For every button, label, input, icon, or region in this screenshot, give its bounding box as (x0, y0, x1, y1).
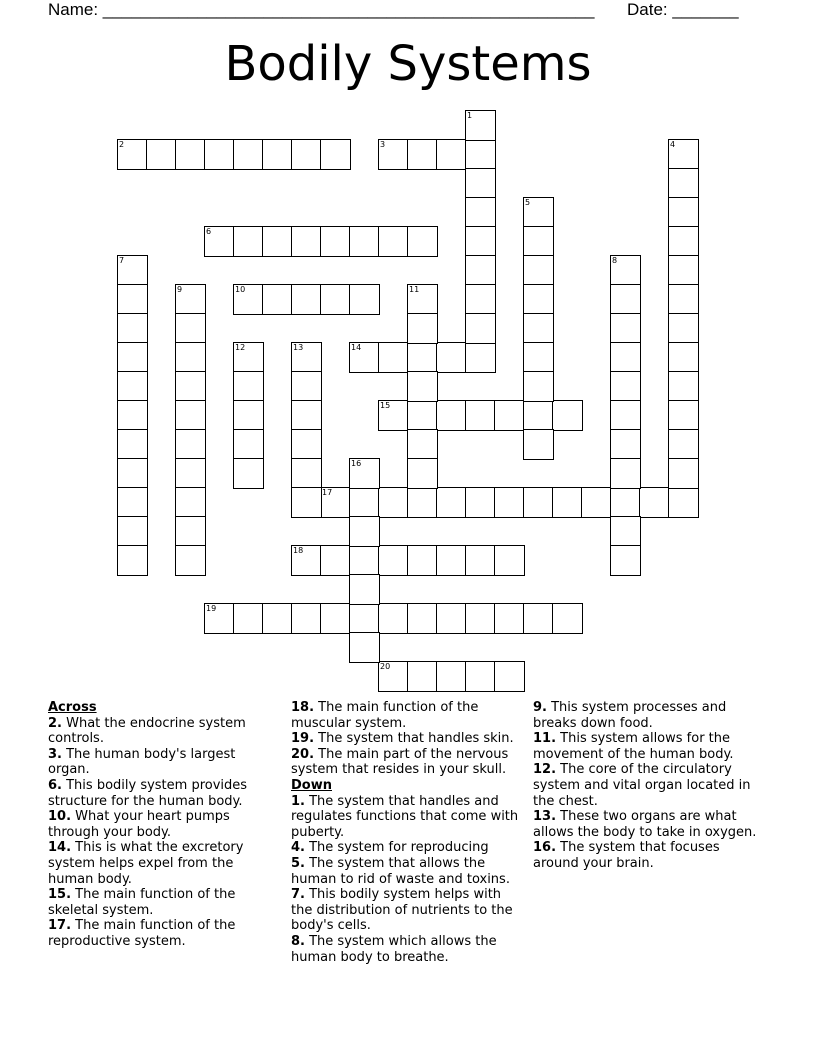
grid-cell[interactable] (349, 603, 380, 634)
grid-cell[interactable] (117, 313, 148, 344)
clue-number: 17. (48, 918, 72, 934)
grid-cell[interactable] (204, 139, 235, 170)
clue-number: 9. (533, 700, 547, 715)
across-clue (48, 716, 280, 747)
grid-cell[interactable] (233, 226, 264, 257)
grid-cell[interactable] (523, 313, 554, 344)
grid-cell[interactable] (291, 371, 322, 402)
cell-number: 17 (322, 488, 333, 497)
grid-cell[interactable] (465, 110, 496, 141)
grid-cell[interactable] (117, 487, 148, 518)
grid-cell[interactable] (117, 371, 148, 402)
grid-cell[interactable] (233, 603, 264, 634)
grid-cell[interactable] (349, 458, 380, 489)
grid-cell[interactable] (291, 487, 322, 518)
clue-number: 7. (291, 887, 305, 903)
clue-number: 15. (48, 887, 72, 903)
grid-cell[interactable] (204, 603, 235, 634)
down-clue (533, 840, 765, 871)
grid-cell[interactable] (494, 603, 525, 634)
grid-cell[interactable] (668, 139, 699, 170)
grid-cell[interactable] (639, 487, 670, 518)
grid-cell[interactable] (262, 284, 293, 315)
name-field[interactable]: Name: ____________________________________________________ (48, 0, 595, 19)
cell-number: 14 (351, 343, 362, 352)
grid-cell[interactable] (407, 429, 438, 460)
clue-text: The main function of the reproductive system. (48, 918, 236, 949)
cell-number: 19 (206, 604, 217, 613)
grid-cell[interactable] (349, 516, 380, 547)
grid-cell[interactable] (610, 342, 641, 373)
cell-number: 20 (380, 662, 391, 671)
clue-text: The main part of the nervous system that resides in your skull. (291, 746, 509, 778)
clue-text: What your heart pumps through your body. (48, 809, 230, 840)
grid-cell[interactable] (407, 661, 438, 692)
down-clue (533, 700, 765, 731)
grid-cell[interactable] (668, 487, 699, 518)
grid-cell[interactable] (552, 603, 583, 634)
grid-cell[interactable] (610, 313, 641, 344)
grid-cell[interactable] (407, 342, 438, 373)
cell-number: 5 (525, 198, 531, 207)
grid-cell[interactable] (117, 342, 148, 373)
grid-cell[interactable] (117, 255, 148, 286)
grid-cell[interactable] (320, 226, 351, 257)
grid-cell[interactable] (407, 313, 438, 344)
grid-cell[interactable] (233, 458, 264, 489)
grid-cell[interactable] (291, 284, 322, 315)
grid-cell[interactable] (291, 226, 322, 257)
down-clue (533, 731, 765, 762)
clue-text: These two organs are what allows the body to take in oxygen. (533, 809, 757, 840)
grid-cell[interactable] (146, 139, 177, 170)
cell-number: 3 (380, 140, 386, 149)
clue-text: The human body's largest organ. (48, 746, 236, 778)
grid-cell[interactable] (349, 487, 380, 518)
grid-cell[interactable] (581, 487, 612, 518)
grid-cell[interactable] (610, 400, 641, 431)
grid-cell[interactable] (465, 400, 496, 431)
grid-cell[interactable] (552, 487, 583, 518)
grid-cell[interactable] (465, 255, 496, 286)
grid-cell[interactable] (523, 429, 554, 460)
cell-number: 2 (119, 140, 125, 149)
grid-cell[interactable] (407, 139, 438, 170)
grid-cell[interactable] (407, 487, 438, 518)
grid-cell[interactable] (523, 487, 554, 518)
clue-number: 18. (291, 700, 315, 715)
grid-cell[interactable] (175, 400, 206, 431)
grid-cell[interactable] (668, 255, 699, 286)
grid-cell[interactable] (523, 342, 554, 373)
across-clue (291, 747, 523, 778)
grid-cell[interactable] (552, 400, 583, 431)
cell-number: 16 (351, 459, 362, 468)
grid-cell[interactable] (117, 545, 148, 576)
grid-cell[interactable] (175, 545, 206, 576)
clue-text: The main function of the muscular system. (291, 700, 479, 731)
grid-cell[interactable] (436, 400, 467, 431)
clue-text: This bodily system helps with the distribution of nutrients to the body's cells. (291, 887, 513, 934)
down-clue (291, 840, 523, 856)
grid-cell[interactable] (233, 342, 264, 373)
grid-cell[interactable] (610, 458, 641, 489)
grid-cell[interactable] (436, 342, 467, 373)
clues-column-2 (291, 700, 523, 965)
clue-text: The system for reproducing (304, 840, 489, 856)
clue-number: 5. (291, 855, 305, 871)
grid-cell[interactable] (407, 545, 438, 576)
grid-cell[interactable] (349, 284, 380, 315)
grid-cell[interactable] (291, 603, 322, 634)
grid-cell[interactable] (610, 284, 641, 315)
cell-number: 15 (380, 401, 391, 410)
clue-number: 11. (533, 731, 557, 747)
clue-number: 14. (48, 840, 72, 856)
cell-number: 10 (235, 285, 246, 294)
grid-cell[interactable] (668, 400, 699, 431)
grid-cell[interactable] (175, 284, 206, 315)
clue-number: 19. (291, 731, 315, 747)
grid-cell[interactable] (465, 487, 496, 518)
grid-cell[interactable] (262, 226, 293, 257)
grid-cell[interactable] (494, 661, 525, 692)
grid-cell[interactable] (668, 429, 699, 460)
grid-cell[interactable] (465, 661, 496, 692)
grid-cell[interactable] (523, 400, 554, 431)
grid-cell[interactable] (465, 284, 496, 315)
cell-number: 8 (612, 256, 618, 265)
grid-cell[interactable] (175, 429, 206, 460)
grid-cell[interactable] (117, 516, 148, 547)
cell-number: 12 (235, 343, 246, 352)
grid-cell[interactable] (610, 371, 641, 402)
down-clue (533, 809, 765, 840)
grid-cell[interactable] (378, 139, 409, 170)
grid-cell[interactable] (349, 545, 380, 576)
clue-number: 13. (533, 809, 557, 825)
cell-number: 18 (293, 546, 304, 555)
grid-cell[interactable] (291, 342, 322, 373)
grid-cell[interactable] (668, 197, 699, 228)
date-field[interactable]: Date: _______ (627, 0, 739, 19)
clue-text: This is what the excretory system helps expel from the human body. (48, 840, 244, 887)
grid-cell[interactable] (117, 458, 148, 489)
grid-cell[interactable] (233, 400, 264, 431)
grid-cell[interactable] (610, 545, 641, 576)
grid-cell[interactable] (668, 458, 699, 489)
grid-cell[interactable] (465, 197, 496, 228)
clue-number: 1. (291, 793, 305, 809)
cell-number: 6 (206, 227, 212, 236)
down-heading: Down (291, 777, 332, 793)
clue-number: 10. (48, 809, 72, 825)
grid-cell[interactable] (610, 429, 641, 460)
clue-number: 20. (291, 746, 315, 762)
clue-number: 8. (291, 933, 305, 949)
grid-cell[interactable] (523, 603, 554, 634)
clue-number: 6. (48, 777, 62, 793)
grid-cell[interactable] (233, 371, 264, 402)
grid-cell[interactable] (610, 487, 641, 518)
grid-cell[interactable] (117, 284, 148, 315)
clue-number: 2. (48, 715, 62, 731)
grid-cell[interactable] (378, 661, 409, 692)
grid-cell[interactable] (204, 226, 235, 257)
across-heading: Across (48, 700, 97, 715)
grid-cell[interactable] (291, 139, 322, 170)
across-clue (291, 700, 523, 731)
grid-cell[interactable] (523, 371, 554, 402)
grid-cell[interactable] (291, 545, 322, 576)
clue-text: The core of the circulatory system and vital organ located in the chest. (533, 762, 751, 809)
grid-cell[interactable] (465, 168, 496, 199)
grid-cell[interactable] (523, 197, 554, 228)
clue-text: This bodily system provides structure for the human body. (48, 777, 248, 809)
grid-cell[interactable] (465, 226, 496, 257)
grid-cell[interactable] (233, 429, 264, 460)
clue-number: 3. (48, 746, 62, 762)
grid-cell[interactable] (175, 342, 206, 373)
grid-cell[interactable] (349, 226, 380, 257)
cell-number: 13 (293, 343, 304, 352)
grid-cell[interactable] (320, 603, 351, 634)
clue-text: The system that allows the human to rid of waste and toxins. (291, 855, 510, 887)
grid-cell[interactable] (668, 168, 699, 199)
grid-cell[interactable] (436, 661, 467, 692)
clue-text: The main function of the skeletal system. (48, 887, 236, 918)
grid-cell[interactable] (175, 139, 206, 170)
clue-text: The system that focuses around your brain. (533, 840, 720, 871)
grid-cell[interactable] (407, 371, 438, 402)
grid-cell[interactable] (407, 284, 438, 315)
grid-cell[interactable] (407, 458, 438, 489)
grid-cell[interactable] (436, 603, 467, 634)
grid-cell[interactable] (610, 255, 641, 286)
grid-cell[interactable] (465, 545, 496, 576)
grid-cell[interactable] (407, 226, 438, 257)
grid-cell[interactable] (262, 603, 293, 634)
grid-cell[interactable] (407, 400, 438, 431)
cell-number: 4 (670, 140, 676, 149)
grid-cell[interactable] (291, 458, 322, 489)
grid-cell[interactable] (465, 313, 496, 344)
grid-cell[interactable] (320, 139, 351, 170)
grid-cell[interactable] (494, 400, 525, 431)
clue-text: The system that handles skin. (314, 731, 514, 747)
clue-text: What the endocrine system controls. (48, 715, 246, 747)
grid-cell[interactable] (320, 487, 351, 518)
grid-cell[interactable] (668, 342, 699, 373)
across-clue (291, 731, 523, 747)
clue-text: This system processes and breaks down food. (533, 700, 727, 731)
across-clue (48, 778, 280, 809)
grid-cell[interactable] (407, 603, 438, 634)
grid-cell[interactable] (117, 400, 148, 431)
grid-cell[interactable] (175, 458, 206, 489)
grid-cell[interactable] (436, 487, 467, 518)
grid-cell[interactable] (668, 284, 699, 315)
grid-cell[interactable] (117, 139, 148, 170)
down-clue (291, 794, 523, 841)
cell-number: 1 (467, 111, 473, 120)
grid-cell[interactable] (175, 371, 206, 402)
across-clue (48, 747, 280, 778)
across-clue (48, 840, 280, 887)
grid-cell[interactable] (378, 400, 409, 431)
grid-cell[interactable] (668, 313, 699, 344)
grid-cell[interactable] (494, 487, 525, 518)
grid-cell[interactable] (378, 226, 409, 257)
clue-text: This system allows for the movement of the human body. (533, 731, 734, 762)
grid-cell[interactable] (523, 255, 554, 286)
grid-cell[interactable] (523, 284, 554, 315)
grid-cell[interactable] (378, 487, 409, 518)
grid-cell[interactable] (523, 226, 554, 257)
grid-cell[interactable] (175, 487, 206, 518)
grid-cell[interactable] (436, 139, 467, 170)
grid-cell[interactable] (175, 313, 206, 344)
across-clue (48, 809, 280, 840)
clue-number: 4. (291, 840, 305, 856)
grid-cell[interactable] (465, 139, 496, 170)
cell-number: 9 (177, 285, 183, 294)
grid-cell[interactable] (117, 429, 148, 460)
clue-text: The system which allows the human body to breathe. (291, 933, 497, 965)
clue-number: 16. (533, 840, 557, 856)
grid-cell[interactable] (349, 342, 380, 373)
down-clue (291, 887, 523, 934)
across-clue (48, 918, 280, 949)
grid-cell[interactable] (668, 371, 699, 402)
clue-text: The system that handles and regulates functions that come with puberty. (291, 793, 519, 840)
grid-cell[interactable] (320, 545, 351, 576)
cell-number: 7 (119, 256, 125, 265)
cell-number: 11 (409, 285, 420, 294)
down-clue (291, 934, 523, 965)
grid-cell[interactable] (291, 400, 322, 431)
grid-cell[interactable] (233, 139, 264, 170)
grid-cell[interactable] (349, 632, 380, 663)
across-clue (48, 887, 280, 918)
page-title: Bodily Systems (224, 36, 592, 92)
grid-cell[interactable] (378, 342, 409, 373)
grid-cell[interactable] (175, 516, 206, 547)
clues-column-3 (533, 700, 765, 872)
grid-cell[interactable] (610, 516, 641, 547)
grid-cell[interactable] (320, 284, 351, 315)
grid-cell[interactable] (465, 342, 496, 373)
grid-cell[interactable] (378, 545, 409, 576)
grid-cell[interactable] (291, 429, 322, 460)
grid-cell[interactable] (233, 284, 264, 315)
grid-cell[interactable] (494, 545, 525, 576)
grid-cell[interactable] (436, 545, 467, 576)
clue-number: 12. (533, 762, 557, 778)
grid-cell[interactable] (349, 574, 380, 605)
down-clue (533, 762, 765, 809)
clues-column-1 (48, 700, 280, 950)
down-clue (291, 856, 523, 887)
grid-cell[interactable] (668, 226, 699, 257)
grid-cell[interactable] (262, 139, 293, 170)
grid-cell[interactable] (378, 603, 409, 634)
grid-cell[interactable] (465, 603, 496, 634)
